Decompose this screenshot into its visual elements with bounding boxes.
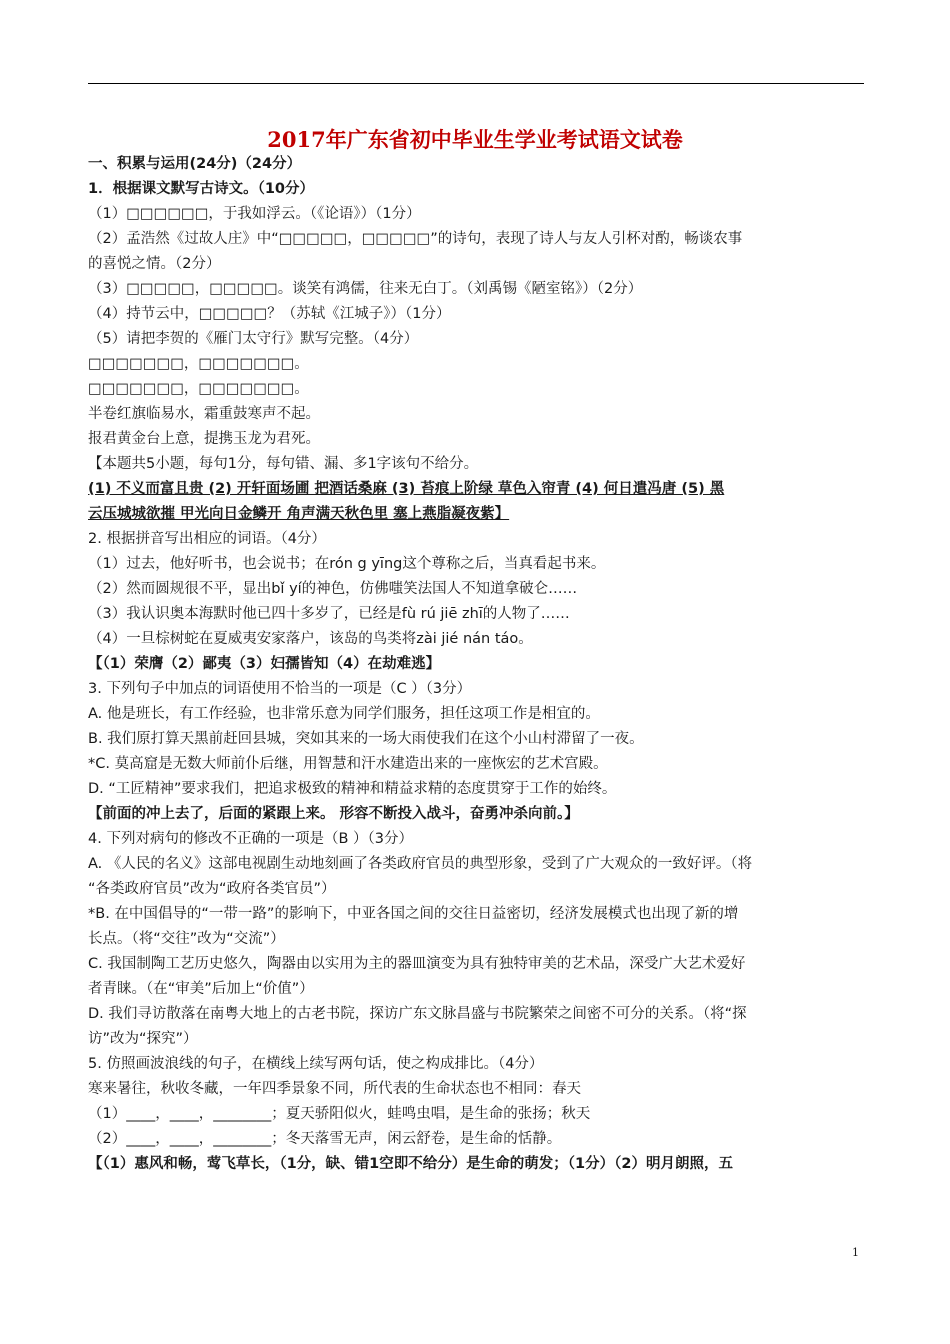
text-line: 的喜悦之情。（2分） xyxy=(88,256,221,272)
document-title: 2017年广东省初中毕业生学业考试语文试卷 xyxy=(267,127,683,152)
text-line: （1）____，____，________；夏天骄阳似火，蛙鸣虫唱，是生命的张扬；秋天 xyxy=(88,1106,591,1122)
text-line: □□□□□□□，□□□□□□□。 xyxy=(88,381,309,397)
text-line: （1）过去，他好听书，也会说书；在rón g yīng这个尊称之后，当真看起书来。 xyxy=(88,556,606,572)
header-rule xyxy=(88,83,864,84)
text-line: 1．根据课文默写古诗文。（10分） xyxy=(88,181,315,197)
text-line: D. 我们寻访散落在南粤大地上的古老书院，探访广东文脉昌盛与书院繁荣之间密不可分的关系。（将“探 xyxy=(88,1006,747,1022)
text-line: 长点。（将“交往”改为“交流”） xyxy=(88,931,285,947)
text-line: 访”改为“探究”） xyxy=(88,1031,198,1047)
text-line: （3）□□□□□，□□□□□。谈笑有鸿儒，往来无白丁。（刘禹锡《陋室铭》）（2分） xyxy=(88,281,643,297)
text-line: （4）一旦棕树蛇在夏威夷安家落户，该岛的鸟类将zài jié nán táo。 xyxy=(88,631,533,647)
text-line: *B. 在中国倡导的“一带一路”的影响下，中亚各国之间的交往日益密切，经济发展模式也出现了新的增 xyxy=(88,906,739,922)
text-line: （3）我认识奥本海默时他已四十多岁了，已经是fù rú jiē zhī的人物了…… xyxy=(88,606,570,622)
text-line: 一、积累与运用(24分)（24分） xyxy=(88,156,302,172)
text-line: （1）□□□□□□，于我如浮云。（《论语》）（1分） xyxy=(88,206,421,222)
text-line: “各类政府官员”改为“政府各类官员”） xyxy=(88,881,336,897)
text-line: （2）孟浩然《过故人庄》中“□□□□□，□□□□□”的诗句，表现了诗人与友人引杯对酌，畅谈农事 xyxy=(88,231,743,247)
text-line: 【前面的冲上去了，后面的紧跟上来。 形容不断投入战斗，奋勇冲杀向前。】 xyxy=(88,806,579,822)
text-line: 【本题共5小题，每句1分，每句错、漏、多1字该句不给分。 xyxy=(88,456,479,472)
text-line: (1) 不义而富且贵 (2) 开轩面场圃 把酒话桑麻 (3) 苔痕上阶绿 草色入帘青 (4) 何日遣冯唐 (5) 黑 xyxy=(88,481,725,497)
text-line: 者青睐。（在“审美”后加上“价值”） xyxy=(88,981,314,997)
text-line: 5. 仿照画波浪线的句子，在横线上续写两句话，使之构成排比。（4分） xyxy=(88,1056,544,1072)
text-line: 寒来暑往，秋收冬藏，一年四季景象不同，所代表的生命状态也不相同：春天 xyxy=(88,1081,581,1097)
text-line: B. 我们原打算天黑前赶回县城，突如其来的一场大雨使我们在这个小山村滞留了一夜。 xyxy=(88,731,644,747)
text-line: 【（1）荣膺（2）鄙夷（3）妇孺皆知（4）在劫难逃】 xyxy=(88,656,441,672)
text-line: 3. 下列句子中加点的词语使用不恰当的一项是（C ）（3分） xyxy=(88,681,472,697)
text-line: （5）请把李贺的《雁门太守行》默写完整。（4分） xyxy=(88,331,419,347)
text-line: 4. 下列对病句的修改不正确的一项是（B ）（3分） xyxy=(88,831,413,847)
text-line: *C. 莫高窟是无数大师前仆后继，用智慧和汗水建造出来的一座恢宏的艺术宫殿。 xyxy=(88,756,608,772)
text-line: A. 他是班长，有工作经验，也非常乐意为同学们服务，担任这项工作是相宜的。 xyxy=(88,706,600,722)
document-body xyxy=(88,152,864,1177)
text-line: 2. 根据拼音写出相应的词语。（4分） xyxy=(88,531,326,547)
text-line: 云压城城欲摧 甲光向日金鳞开 角声满天秋色里 塞上燕脂凝夜紫】 xyxy=(88,506,510,522)
text-line: □□□□□□□，□□□□□□□。 xyxy=(88,356,309,372)
page-number: 1 xyxy=(852,1246,859,1259)
text-line: 【（1）惠风和畅，莺飞草长，（1分，缺、错1空即不给分）是生命的萌发；（1分）（2）明月朗照，五 xyxy=(88,1156,733,1172)
text-line: 半卷红旗临易水，霜重鼓寒声不起。 xyxy=(88,406,320,422)
text-line: A. 《人民的名义》这部电视剧生动地刻画了各类政府官员的典型形象，受到了广大观众的一致好评。（将 xyxy=(88,856,753,872)
text-line: 报君黄金台上意，提携玉龙为君死。 xyxy=(88,431,320,447)
text-line: D. “工匠精神”要求我们，把追求极致的精神和精益求精的态度贯穿于工作的始终。 xyxy=(88,781,617,797)
text-line: （2）____，____，________；冬天落雪无声，闲云舒卷，是生命的恬静。 xyxy=(88,1131,562,1147)
text-line: （4）持节云中，□□□□□？（苏轼《江城子》）（1分） xyxy=(88,306,451,322)
text-line: C. 我国制陶工艺历史悠久，陶器由以实用为主的器皿演变为具有独特审美的艺术品，深受广大艺术爱好 xyxy=(88,956,746,972)
text-line: （2）然而圆规很不平，显出bǐ yí的神色，仿佛嗤笑法国人不知道拿破仑…… xyxy=(88,581,578,597)
